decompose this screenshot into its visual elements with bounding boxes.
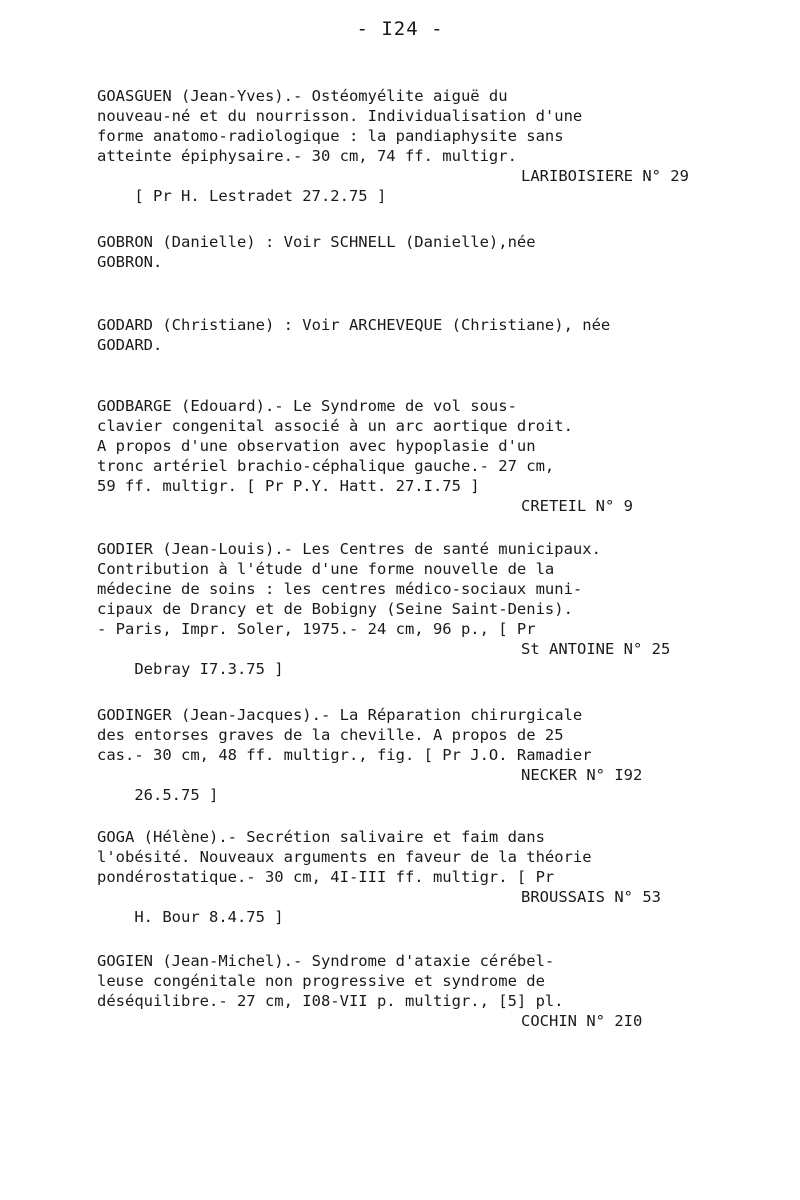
- library-location: LARIBOISIERE N° 29: [521, 167, 689, 185]
- entry-line: leuse congénitale non progressive et syndrome de: [97, 972, 545, 990]
- entry-line: GOASGUEN (Jean-Yves).- Ostéomyélite aiguë du: [97, 87, 508, 105]
- entry-line: des entorses graves de la cheville. A propos de 25: [97, 726, 564, 744]
- entry-line: A propos d'une observation avec hypoplasie d'un: [97, 437, 536, 455]
- entry-line: [97, 765, 697, 804]
- library-location: BROUSSAIS N° 53: [521, 888, 661, 906]
- entry-citation: Debray I7.3.75 ]: [134, 660, 284, 678]
- entry-line: déséquilibre.- 27 cm, I08-VII p. multigr., [5] pl.: [97, 992, 564, 1010]
- bibliography-entry: [97, 827, 697, 926]
- entry-line: pondérostatique.- 30 cm, 4I-III ff. multigr. [ Pr: [97, 868, 555, 886]
- entry-line: l'obésité. Nouveaux arguments en faveur de la théorie: [97, 848, 592, 866]
- entry-line: [97, 887, 697, 926]
- entry-line: nouveau-né et du nourrisson. Individualisation d'une: [97, 107, 583, 125]
- entry-line: 59 ff. multigr. [ Pr P.Y. Hatt. 27.I.75 ]: [97, 477, 480, 495]
- entry-line: - Paris, Impr. Soler, 1975.- 24 cm, 96 p., [ Pr: [97, 620, 536, 638]
- entry-line: forme anatomo-radiologique : la pandiaphysite sans: [97, 127, 564, 145]
- entry-line: GODARD.: [97, 336, 163, 354]
- entry-line: GOGIEN (Jean-Michel).- Syndrome d'ataxie cérébel-: [97, 952, 555, 970]
- entry-line: [97, 496, 697, 516]
- entry-line: atteinte épiphysaire.- 30 cm, 74 ff. multigr.: [97, 147, 517, 165]
- bibliography-entry: [97, 232, 697, 272]
- entry-line: Contribution à l'étude d'une forme nouvelle de la: [97, 560, 555, 578]
- entry-line: GOGA (Hélène).- Secrétion salivaire et faim dans: [97, 828, 545, 846]
- entry-line: [97, 639, 697, 678]
- entry-citation: H. Bour 8.4.75 ]: [134, 908, 284, 926]
- bibliography-entry: [97, 951, 697, 1031]
- entry-line: GOBRON (Danielle) : Voir SCHNELL (Danielle),née: [97, 233, 536, 251]
- entry-line: GODBARGE (Edouard).- Le Syndrome de vol sous-: [97, 397, 517, 415]
- bibliography-entry: [97, 705, 697, 804]
- entry-citation: [ Pr H. Lestradet 27.2.75 ]: [134, 187, 387, 205]
- library-location: NECKER N° I92: [521, 766, 643, 784]
- entry-line: cipaux de Drancy et de Bobigny (Seine Saint-Denis).: [97, 600, 573, 618]
- entry-line: clavier congenital associé à un arc aortique droit.: [97, 417, 573, 435]
- entry-line: [97, 166, 697, 205]
- entry-line: GODINGER (Jean-Jacques).- La Réparation chirurgicale: [97, 706, 583, 724]
- entry-line: cas.- 30 cm, 48 ff. multigr., fig. [ Pr J.O. Ramadier: [97, 746, 592, 764]
- entry-line: GODARD (Christiane) : Voir ARCHEVEQUE (Christiane), née: [97, 316, 611, 334]
- entry-line: médecine de soins : les centres médico-sociaux muni-: [97, 580, 583, 598]
- library-location: St ANTOINE N° 25: [521, 640, 671, 658]
- entry-line: [97, 1011, 697, 1031]
- bibliography-entry: [97, 315, 697, 355]
- bibliography-entry: [97, 396, 697, 516]
- entry-line: tronc artériel brachio-céphalique gauche.- 27 cm,: [97, 457, 555, 475]
- bibliography-entry: [97, 539, 697, 678]
- library-location: CRETEIL N° 9: [521, 497, 633, 515]
- bibliography-entry: [97, 86, 697, 205]
- entry-citation: 26.5.75 ]: [134, 786, 219, 804]
- page-number: - I24 -: [356, 18, 444, 40]
- library-location: COCHIN N° 2I0: [521, 1012, 643, 1030]
- entry-line: GOBRON.: [97, 253, 163, 271]
- entry-line: GODIER (Jean-Louis).- Les Centres de santé municipaux.: [97, 540, 601, 558]
